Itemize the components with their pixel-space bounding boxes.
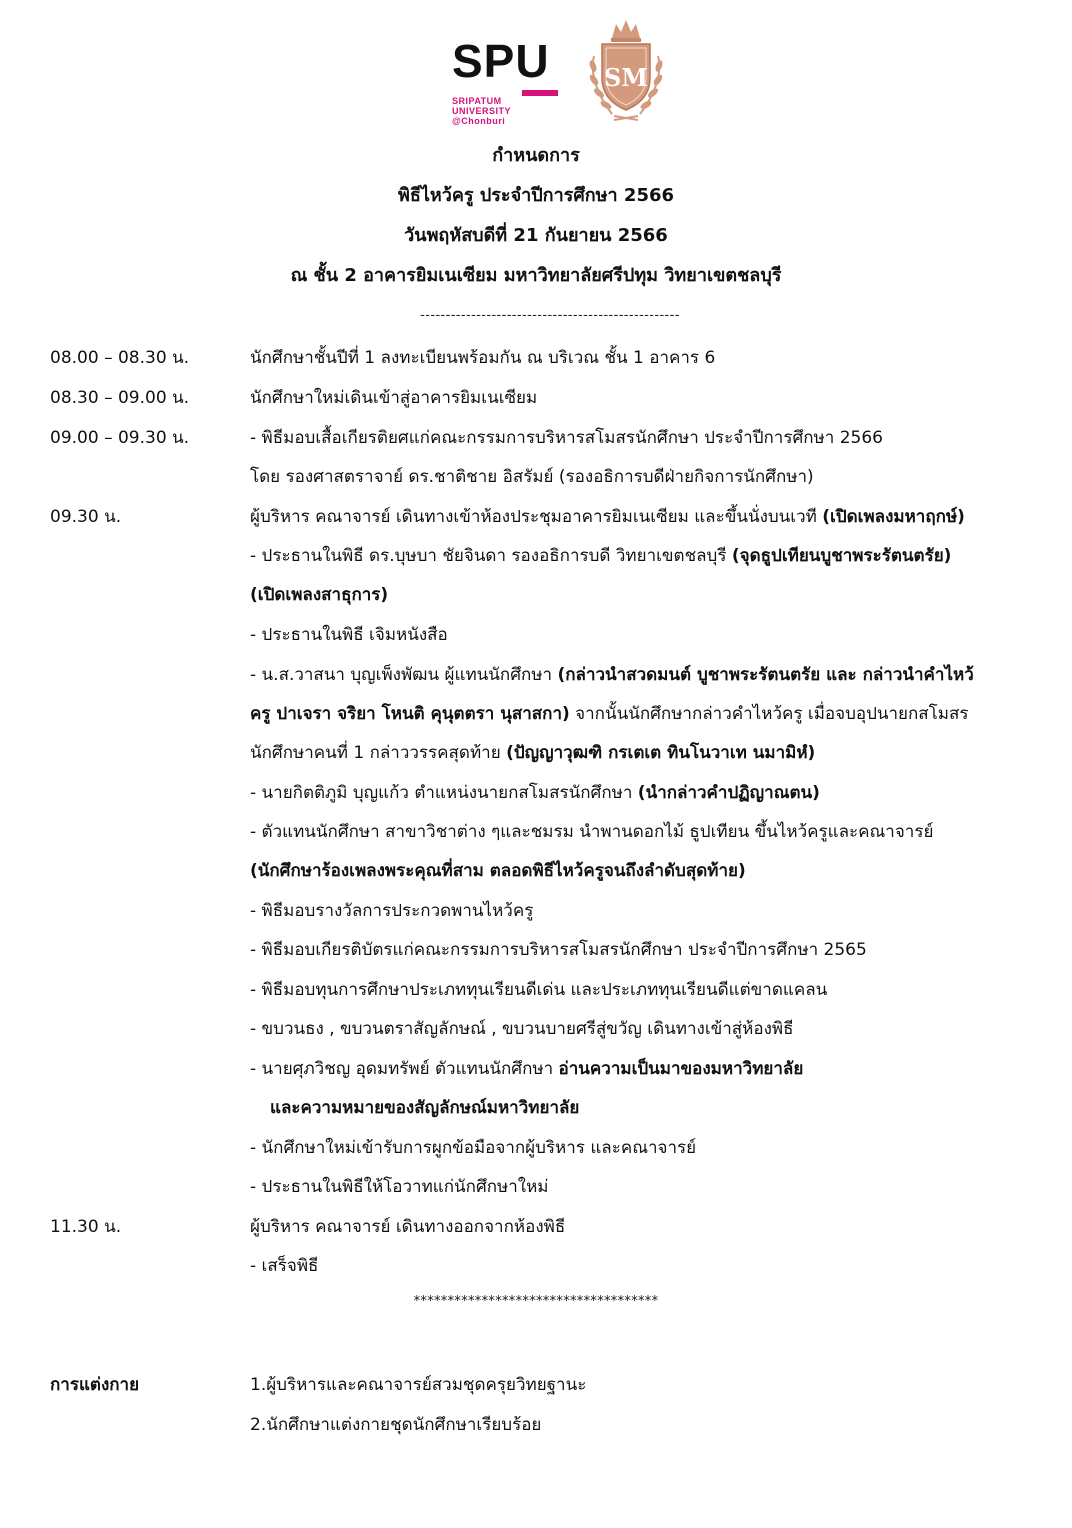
schedule-text: - พิธีมอบเกียรติบัตรแก่คณะกรรมการบริหารสโมสรนักศึกษา ประจำปีการศึกษา 2565	[250, 940, 867, 960]
schedule-row	[0, 661, 1072, 689]
schedule-text: นักศึกษาคนที่ 1 กล่าววรรคสุดท้าย	[250, 743, 507, 763]
schedule-time: 09.30 น.	[50, 507, 122, 527]
schedule-text-bold: (เปิดเพลงมหาฤกษ์)	[822, 507, 965, 527]
schedule-row	[0, 1252, 1072, 1280]
schedule-text: - ตัวแทนนักศึกษา สาขาวิชาต่าง ๆและชมรม นำพานดอกไม้ ธูปเทียน ขึ้นไหว้ครูและคณาจารย์	[250, 822, 934, 842]
schedule-row	[0, 897, 1072, 925]
schedule-row	[0, 344, 1072, 372]
schedule-row	[0, 1055, 1072, 1083]
schedule-text: นักศึกษาใหม่เดินเข้าสู่อาคารยิมเนเซียม	[250, 388, 538, 408]
schedule-time: 11.30 น.	[50, 1217, 122, 1237]
spu-logo	[452, 35, 562, 128]
schedule-row	[0, 1173, 1072, 1201]
header-line2: พิธีไหว้ครู ประจำปีการศึกษา 2566	[397, 185, 675, 206]
schedule-row	[0, 542, 1072, 570]
schedule-text-bold: ครู ปาเจรา จริยา โหนติ คุนุตตรา นุสาสกา)	[250, 704, 570, 724]
logo-area	[0, 16, 1072, 128]
schedule-time: 08.30 – 09.00 น.	[50, 388, 190, 408]
schedule-text: - เสร็จพิธี	[250, 1256, 319, 1276]
dress-item: 2.นักศึกษาแต่งกายชุดนักศึกษาเรียบร้อย	[250, 1415, 542, 1435]
schedule-time: 08.00 – 08.30 น.	[50, 348, 190, 368]
spu-logo-line3: @Chonburi	[452, 116, 506, 126]
schedule-text-bold: (เปิดเพลงสาธุการ)	[250, 585, 389, 605]
schedule-text: - ประธานในพิธี ดร.บุษบา ชัยจินดา รองอธิการบดี วิทยาเขตชลบุรี	[250, 546, 732, 566]
schedule-row	[0, 857, 1072, 885]
schedule-row	[0, 463, 1072, 491]
header-line1: กำหนดการ	[492, 145, 580, 166]
schedule-row	[0, 976, 1072, 1004]
schedule-row	[0, 1015, 1072, 1043]
dress-item: 1.ผู้บริหารและคณาจารย์สวมชุดครุยวิทยฐานะ	[250, 1375, 587, 1395]
spu-logo-line2: UNIVERSITY	[452, 106, 512, 116]
schedule-text-bold: (นักศึกษาร้องเพลงพระคุณที่สาม ตลอดพิธีไหว้ครูจนถึงลำดับสุดท้าย)	[250, 861, 746, 881]
schedule-row	[0, 581, 1072, 609]
schedule-row	[0, 384, 1072, 412]
schedule-text: ผู้บริหาร คณาจารย์ เดินทางออกจากห้องพิธี	[250, 1217, 566, 1237]
schedule-text: - พิธีมอบเสื้อเกียรติยศแก่คณะกรรมการบริหารสโมสรนักศึกษา ประจำปีการศึกษา 2566	[250, 428, 883, 448]
schedule-text: จากนั้นนักศึกษากล่าวคำไหว้ครู เมื่อจบอุปนายกสโมสร	[569, 704, 969, 724]
header-line3: วันพฤหัสบดีที่ 21 กันยายน 2566	[404, 225, 668, 246]
schedule-text: - นายศุภวิชญ อุดมทรัพย์ ตัวแทนนักศึกษา	[250, 1059, 559, 1079]
schedule-row	[0, 503, 1072, 531]
schedule-text: นักศึกษาชั้นปีที่ 1 ลงทะเบียนพร้อมกัน ณ บริเวณ ชั้น 1 อาคาร 6	[250, 348, 716, 368]
schedule-text: - พิธีมอบทุนการศึกษาประเภททุนเรียนดีเด่น และประเภททุนเรียนดีแต่ขาดแคลน	[250, 980, 828, 1000]
schedule-text: - ประธานในพิธีให้โอวาทแก่นักศึกษาใหม่	[250, 1177, 549, 1197]
seal-text: SM	[604, 63, 648, 92]
schedule-row	[0, 936, 1072, 964]
schedule-time: 09.00 – 09.30 น.	[50, 428, 190, 448]
spu-logo-bar	[522, 90, 558, 96]
schedule-text-bold: (กล่าวนำสวดมนต์ บูชาพระรัตนตรัย และ กล่าวนำคำไหว้	[557, 665, 974, 685]
schedule-text: - นักศึกษาใหม่เข้ารับการผูกข้อมือจากผู้บริหาร และคณาจารย์	[250, 1138, 697, 1158]
schedule-row	[0, 818, 1072, 846]
schedule-text: - ประธานในพิธี เจิมหนังสือ	[250, 625, 448, 645]
schedule-row	[0, 1213, 1072, 1241]
schedule-text: - พิธีมอบรางวัลการประกวดพานไหว้ครู	[250, 901, 534, 921]
schedule-text-bold: และความหมายของสัญลักษณ์มหาวิทยาลัย	[270, 1098, 580, 1118]
schedule-text: - นายกิตติภูมิ บุญแก้ว ตำแหน่งนายกสโมสรนักศึกษา	[250, 783, 638, 803]
spu-logo-line1: SRIPATUM	[452, 96, 502, 106]
dress-row	[0, 1411, 1072, 1439]
schedule-text: โดย รองศาสตราจาย์ ดร.ชาติชาย อิสรัมย์ (รองอธิการบดีฝ่ายกิจการนักศึกษา)	[250, 467, 814, 487]
schedule-text-bold: (ปัญญาวุฒฑิ กรเตเต ทินโนวาเท นมามิหํ)	[506, 743, 816, 763]
schedule-text-bold: (นำกล่าวคำปฏิญาณตน)	[637, 783, 820, 803]
header-line4: ณ ชั้น 2 อาคารยิมเนเซียม มหาวิทยาลัยศรีปทุม วิทยาเขตชลบุรี	[290, 265, 782, 286]
schedule-row	[0, 779, 1072, 807]
sm-seal-logo	[584, 16, 668, 126]
schedule-text-bold: (จุดธูปเทียนบูชาพระรัตนตรัย)	[731, 546, 952, 566]
schedule-row	[0, 424, 1072, 452]
schedule-text: - น.ส.วาสนา บุญเพ็งพัฒน ผู้แทนนักศึกษา	[250, 665, 558, 685]
schedule-text: - ขบวนธง , ขบวนตราสัญลักษณ์ , ขบวนบายศรีสู่ขวัญ เดินทางเข้าสู่ห้องพิธี	[250, 1019, 794, 1039]
header-divider: ---------------------------------------------------	[420, 308, 680, 323]
schedule-text: ผู้บริหาร คณาจารย์ เดินทางเข้าห้องประชุมอาคารยิมเนเซียม และขึ้นนั่งบนเวที	[250, 507, 823, 527]
closing-stars: ************************************	[413, 1294, 659, 1309]
schedule-row	[0, 1094, 1072, 1122]
schedule-row	[0, 700, 1072, 728]
schedule-row	[0, 1134, 1072, 1162]
schedule-row	[0, 739, 1072, 767]
spu-logo-text: SPU	[452, 35, 550, 87]
dress-label: การแต่งกาย	[50, 1375, 140, 1395]
schedule-text-bold: อ่านความเป็นมาของมหาวิทยาลัย	[558, 1059, 804, 1079]
schedule-row	[0, 621, 1072, 649]
dress-row	[0, 1371, 1072, 1399]
